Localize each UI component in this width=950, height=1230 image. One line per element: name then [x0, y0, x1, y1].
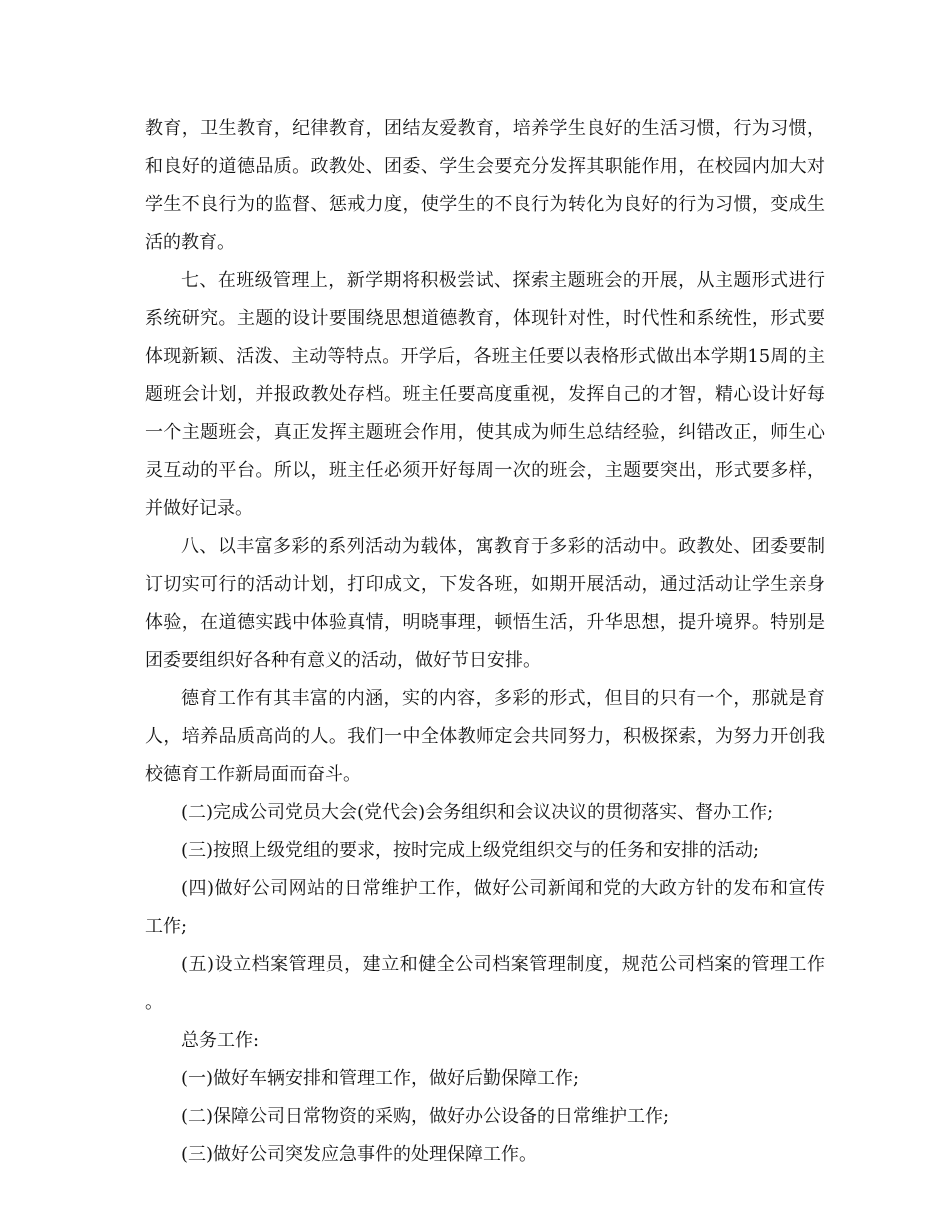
list-item-superior-tasks: (三)按照上级党组的要求，按时完成上级党组织交与的任务和安排的活动;	[181, 840, 760, 861]
paragraph-class-management: 七、在班级管理上，新学期将积极尝试、探索主题班会的开展，从主题形式进行系统研究。主题的设计要围绕思想道德教育，体现针对性，时代性和系统性，形式要体现新颖、活泼、主动等特点。开学后，各班主任要以表格形式做出本学期15周的主题班会计划，并报政教处存档。班主任要高度重视，发挥自己的才智，精心设计好每一个主题班会，真正发挥主题班会作用，使其成为师生总结经验，纠错改正，师生心灵互动的平台。所以，班主任必须开好每周一次的班会，主题要突出，形式要多样，并做好记录。	[145, 270, 825, 519]
list-item-material-procurement: (二)保障公司日常物资的采购，做好办公设备的日常维护工作;	[181, 1106, 670, 1127]
paragraph-moral-education-summary: 德育工作有其丰富的内涵，实的内容，多彩的形式，但目的只有一个，那就是育人，培养品质高尚的人。我们一中全体教师定会共同努力，积极探索，为努力开创我校德育工作新局面而奋斗。	[145, 688, 825, 785]
list-item-emergency-handling: (三)做好公司突发应急事件的处理保障工作。	[181, 1144, 538, 1165]
section-heading-general-affairs: 总务工作:	[181, 1030, 260, 1051]
list-item-party-congress: (二)完成公司党员大会(党代会)会务组织和会议决议的贯彻落实、督办工作;	[181, 802, 774, 823]
document-body	[145, 110, 825, 1174]
paragraph-moral-education-habits: 教育，卫生教育，纪律教育，团结友爱教育，培养学生良好的生活习惯，行为习惯，和良好的道德品质。政教处、团委、学生会要充分发挥其职能作用，在校园内加大对学生不良行为的监督、惩戒力度，使学生的不良行为转化为良好的行为习惯，变成生活的教育。	[145, 118, 825, 253]
paragraph-series-activities: 八、以丰富多彩的系列活动为载体，寓教育于多彩的活动中。政教处、团委要制订切实可行的活动计划，打印成文，下发各班，如期开展活动，通过活动让学生亲身体验，在道德实践中体验真情，明晓事理，顿悟生活，升华思想，提升境界。特别是团委要组织好各种有意义的活动，做好节日安排。	[145, 536, 825, 671]
list-item-vehicle-arrangement: (一)做好车辆安排和管理工作，做好后勤保障工作;	[181, 1068, 580, 1089]
list-item-website-maintenance: (四)做好公司网站的日常维护工作，做好公司新闻和党的大政方针的发布和宣传工作;	[145, 878, 825, 937]
list-item-archive-management: (五)设立档案管理员，建立和健全公司档案管理制度，规范公司档案的管理工作。	[145, 954, 825, 1013]
